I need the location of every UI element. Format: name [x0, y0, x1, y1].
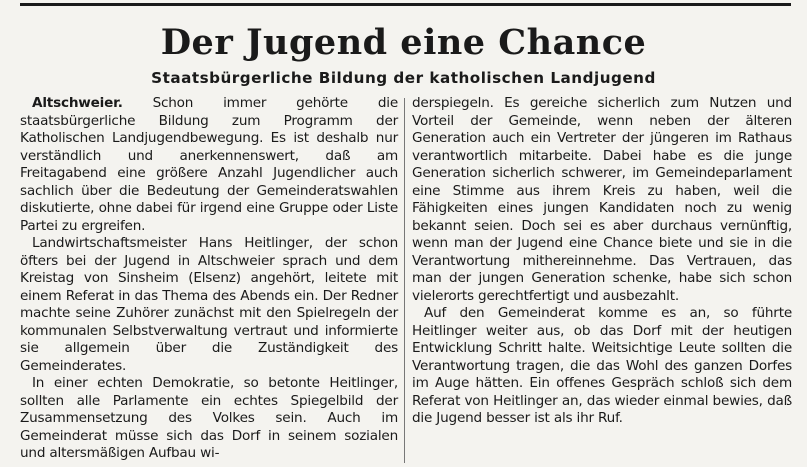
article-paragraph-2: Landwirtschaftsmeister Hans Heitlinger, der schon öfters bei der Jugend in Altschweier sprach und dem Kreistag von Sinsheim (Elsenz) angehört, leitete mit einem Referat in das Thema des Abends ein. Der Redner machte seine Zuhörer zunächst mit den Spielregeln der kommunalen Selbstverwaltung vertraut und informierte sie allgemein über die Zuständigkeit des Gemeinderates.	[20, 235, 398, 374]
article-paragraph-1	[20, 95, 398, 235]
column-divider	[404, 98, 405, 463]
dateline: Altschweier.	[32, 95, 123, 111]
article-column-right	[412, 95, 792, 428]
paragraph-1-text: Schon immer gehörte die staatsbürgerliche Bildung zum Programm der Katholischen Landjugendbewegung. Es ist deshalb nur verständlich und anerkennenswert, daß am Freitagabend eine größere Anzahl Jugendlicher auch sachlich über die Bedeutung der Gemeinderatswahlen diskutierte, ohne dabei für irgend eine Gruppe oder Liste Partei zu ergreifen.	[20, 95, 398, 234]
article-paragraph-4: derspiegeln. Es gereiche sicherlich zum Nutzen und Vorteil der Gemeinde, wenn neben der älteren Generation auch ein Vertreter der jüngeren im Rathaus verantwortlich mitarbeite. Dabei habe es die junge Generation sicherlich schwerer, im Gemeindeparlament eine Stimme aus ihrem Kreis zu haben, weil die Fähigkeiten eines jungen Kandidaten noch zu wenig bekannt seien. Doch sei es aber durchaus vernünftig, wenn man der Jugend eine Chance biete und sie in die Verantwortung mithereinnehme. Das Vertrauen, das man der jungen Generation schenke, habe sich schon vielerorts gerechtfertigt und ausbezahlt.	[412, 95, 792, 304]
article-paragraph-5: Auf den Gemeinderat komme es an, so führte Heitlinger weiter aus, ob das Dorf mit der heutigen Entwicklung Schritt halte. Weitsichtige Leute sollten die Verantwortung tragen, die das Wohl des ganzen Dorfes im Auge hätten. Ein offenes Gespräch schloß sich dem Referat von Heitlinger an, das wieder einmal bewies, daß die Jugend besser ist als ihr Ruf.	[412, 305, 792, 426]
top-rule	[20, 3, 791, 6]
article-subheadline: Staatsbürgerliche Bildung der katholischen Landjugend	[151, 69, 656, 87]
article-headline: Der Jugend eine Chance	[160, 22, 647, 63]
article-paragraph-3: In einer echten Demokratie, so betonte Heitlinger, sollten alle Parlamente ein echtes Spiegelbild der Zusammensetzung des Volkes sein. Auch im Gemeinderat müsse sich das Dorf in seinem sozialen und altersmäßigen Aufbau wi-	[20, 375, 398, 461]
article-column-left	[20, 95, 398, 463]
